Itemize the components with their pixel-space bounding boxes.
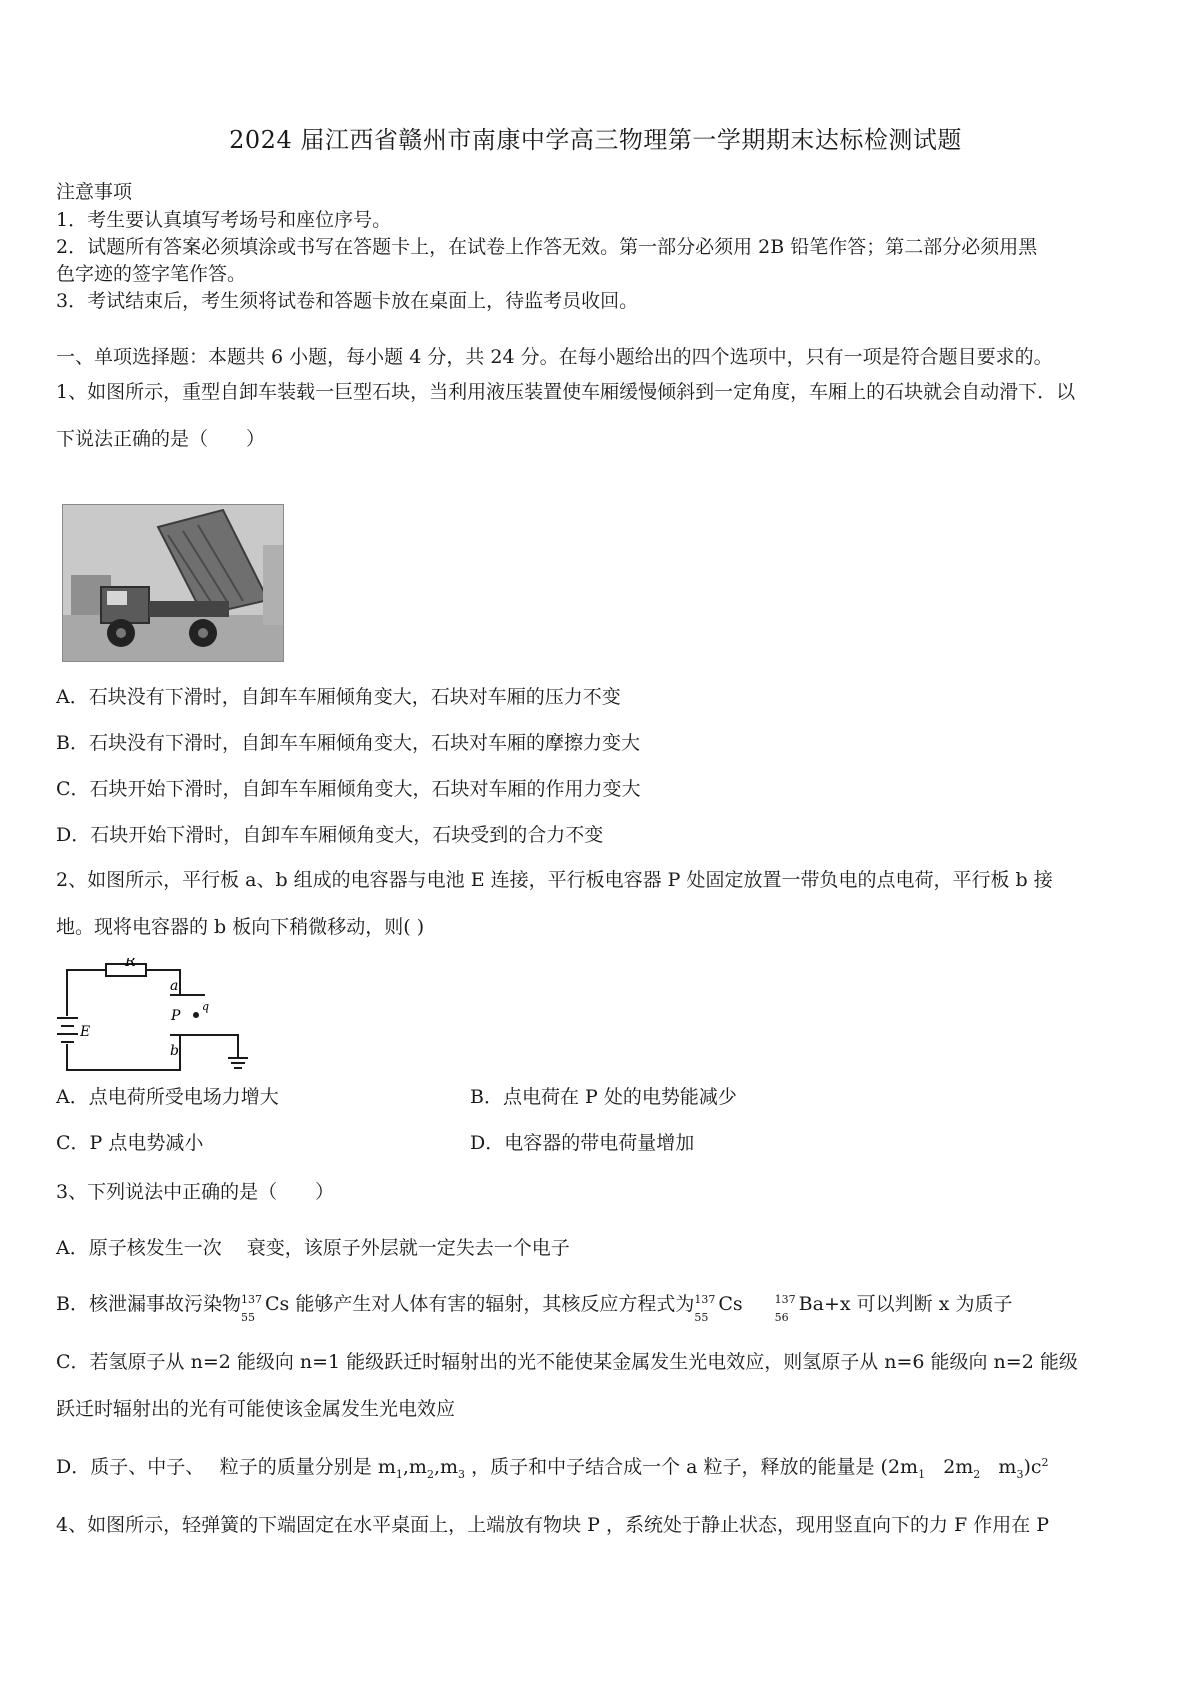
notice-heading: 注意事项 xyxy=(56,181,133,203)
notice-item-1: 1．考生要认真填写考场号和座位序号。 xyxy=(56,209,392,231)
q2-option-d: D．电容器的带电荷量增加 xyxy=(470,1132,695,1154)
q3-option-c-cont: 跃迁时辐射出的光有可能使该金属发生光电效应 xyxy=(56,1398,456,1420)
cs-symbol: Cs xyxy=(264,1293,290,1315)
circuit-label-q: q xyxy=(202,1000,210,1013)
q1-stem: 1、如图所示，重型自卸车装载一巨型石块，当利用液压装置使车厢缓慢倾斜到一定角度，车厢上的石块就会自动滑下．以 xyxy=(56,381,1076,403)
section1-heading: 一、单项选择题：本题共 6 小题，每小题 4 分，共 24 分。在每小题给出的四个选项中，只有一项是符合题目要求的。 xyxy=(56,346,1053,368)
notice-item-2-cont: 色字迹的签字笔作答。 xyxy=(56,263,247,285)
circuit-label-b: b xyxy=(170,1043,179,1059)
capacitor-circuit-diagram xyxy=(56,958,266,1078)
notice-item-2: 2．试题所有答案必须填涂或书写在答题卡上，在试卷上作答无效。第一部分必须用 2B 铅笔作答；第二部分必须用黑 xyxy=(56,236,1038,258)
q3-stem: 3、下列说法中正确的是（ ） xyxy=(56,1181,335,1203)
q3-option-b-part3: 可以判断 x 为质子 xyxy=(856,1293,1013,1315)
dump-truck-photo xyxy=(62,504,284,662)
q2-option-a: A．点电荷所受电场力增大 xyxy=(56,1086,279,1108)
q1-option-b: B．石块没有下滑时，自卸车车厢倾角变大，石块对车厢的摩擦力变大 xyxy=(56,732,640,754)
q3-option-b xyxy=(56,1292,1013,1324)
circuit-label-p: P xyxy=(171,1008,181,1024)
ba-symbol: Ba+x xyxy=(798,1293,851,1315)
q1-option-a: A．石块没有下滑时，自卸车车厢倾角变大，石块对车厢的压力不变 xyxy=(56,686,621,708)
q3-option-b-part1: B．核泄漏事故污染物 xyxy=(56,1293,241,1315)
circuit-label-r: R xyxy=(125,958,136,970)
page-title: 2024 届江西省赣州市南康中学高三物理第一学期期末达标检测试题 xyxy=(229,126,962,154)
q2-option-c: C．P 点电势减小 xyxy=(56,1132,204,1154)
circuit-label-a: a xyxy=(170,978,179,994)
cs137-nuclide-2: 137 55 xyxy=(694,1293,716,1324)
energy-formula: ($2m_1$ $2m_2$ $m_3)c^2$ xyxy=(880,1455,1049,1481)
q2-stem-cont: 地。现将电容器的 b 板向下稍微移动，则( ) xyxy=(56,916,425,938)
q3-option-c: C．若氢原子从 n=2 能级向 n=1 能级跃迁时辐射出的光不能使某金属发生光电效应，则氢原子从 n=6 能级向 n=2 能级 xyxy=(56,1351,1078,1373)
cs137-nuclide: 137 55 xyxy=(240,1293,262,1324)
ba137-nuclide: 137 56 xyxy=(774,1293,796,1324)
q1-option-c: C．石块开始下滑时，自卸车车厢倾角变大，石块对车厢的作用力变大 xyxy=(56,778,641,800)
q3-option-d-part2: ，质子和中子结合成一个 a 粒子，释放的能量是 xyxy=(471,1456,875,1478)
q3-option-d: D．质子、中子、 粒子的质量分别是 $m_1,m_2,m_3$ ，质子和中子结合成一个 a 粒子，释放的能量是 ($2m_1$ $2m_2$ $m_3)c^2$ xyxy=(56,1455,1049,1481)
circuit-label-e: E xyxy=(80,1024,91,1040)
q2-option-b: B．点电荷在 P 处的电势能减少 xyxy=(470,1086,737,1108)
notice-item-3: 3．考试结束后，考生须将试卷和答题卡放在桌面上，待监考员收回。 xyxy=(56,290,639,312)
q3-option-b-part2: 能够产生对人体有害的辐射，其核反应方程式为 xyxy=(295,1293,695,1315)
q3-option-a: A．原子核发生一次 衰变，该原子外层就一定失去一个电子 xyxy=(56,1237,570,1259)
q3-option-d-part1: D．质子、中子、 粒子的质量分别是 xyxy=(56,1456,372,1478)
q1-stem-cont: 下说法正确的是（ ） xyxy=(56,428,266,450)
q4-stem: 4、如图所示，轻弹簧的下端固定在水平桌面上，上端放有物块 P ，系统处于静止状态，现用竖直向下的力 F 作用在 P xyxy=(56,1514,1050,1536)
cs-symbol-2: Cs xyxy=(718,1293,743,1315)
q1-option-d: D．石块开始下滑时，自卸车车厢倾角变大，石块受到的合力不变 xyxy=(56,824,604,846)
q2-stem: 2、如图所示，平行板 a、b 组成的电容器与电池 E 连接，平行板电容器 P 处固定放置一带负电的点电荷，平行板 b 接 xyxy=(56,869,1053,891)
